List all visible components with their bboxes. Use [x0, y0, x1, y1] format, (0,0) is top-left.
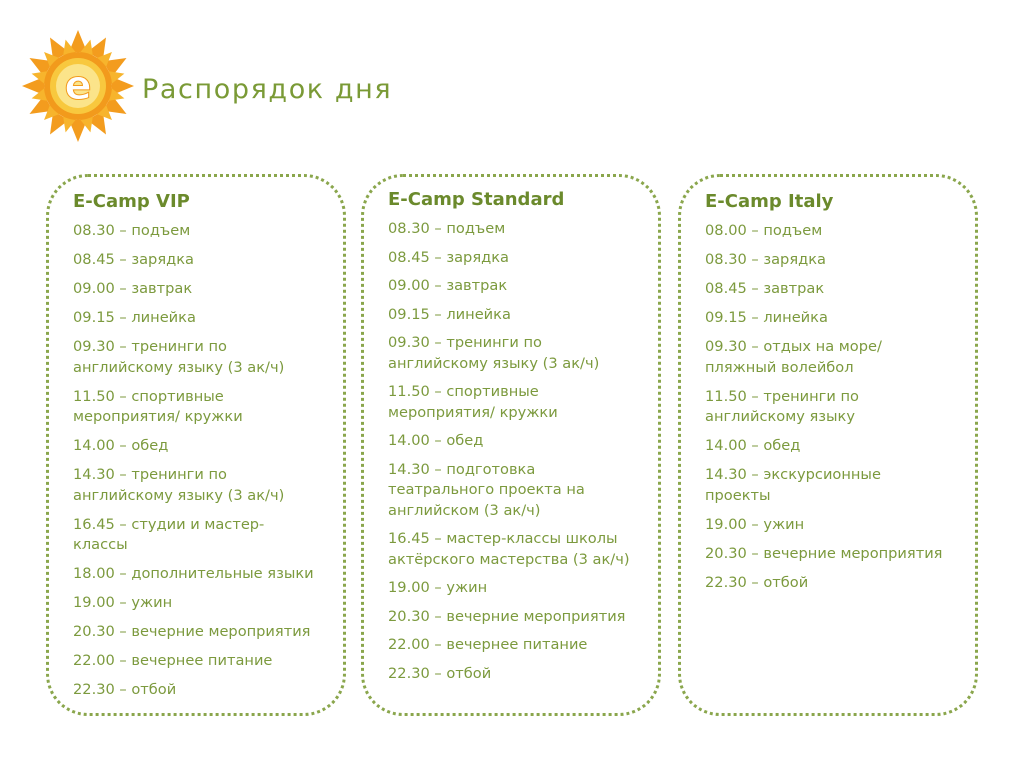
- page-title: Распорядок дня: [142, 74, 393, 105]
- schedule-item: 08.00 – подъем: [705, 222, 823, 239]
- schedule-item: 20.30 – вечерние мероприятия: [705, 544, 943, 562]
- schedule-item: 19.00 – ужин: [705, 515, 805, 533]
- schedule-item: 08.45 – завтрак: [705, 280, 825, 297]
- schedule-item: 11.50 – спортивные мероприятия/ кружки: [388, 383, 558, 421]
- card-title: E-Camp VIP: [73, 191, 190, 212]
- schedule-item: 08.45 – зарядка: [73, 251, 194, 268]
- schedule-item: 16.45 – мастер-классы школы актёрского мастерства (3 ак/ч): [388, 530, 630, 568]
- schedule-item: 09.15 – линейка: [705, 309, 828, 326]
- schedule-card-italy: [678, 174, 978, 716]
- schedule-item: 09.30 – тренинги по английскому языку (3 ак/ч): [388, 334, 600, 372]
- schedule-item: 14.00 – обед: [705, 437, 801, 454]
- schedule-item: 09.15 – линейка: [73, 309, 196, 326]
- schedule-card-vip: [46, 174, 346, 716]
- schedule-item: 14.00 – обед: [388, 432, 484, 449]
- schedule-item: 14.00 – обед: [73, 437, 169, 454]
- schedule-item: 20.30 – вечерние мероприятия: [388, 607, 626, 625]
- schedule-item: 18.00 – дополнительные языки: [73, 565, 314, 582]
- schedule-item: 08.30 – подъем: [73, 222, 191, 239]
- schedule-item: 11.50 – спортивные мероприятия/ кружки: [73, 387, 243, 425]
- schedule-item: 09.30 – тренинги по английскому языку (3 ак/ч): [73, 338, 285, 376]
- schedule-list: [388, 219, 636, 684]
- schedule-list: [705, 221, 953, 593]
- schedule-item: 08.30 – подъем: [388, 220, 506, 237]
- schedule-item: 14.30 – подготовка театрального проекта на английском (3 ак/ч): [388, 460, 585, 519]
- schedule-card-standard: [361, 174, 661, 716]
- schedule-item: 22.30 – отбой: [388, 664, 492, 682]
- schedule-item: 19.00 – ужин: [388, 579, 488, 596]
- schedule-item: 19.00 – ужин: [73, 594, 173, 611]
- schedule-list: [73, 221, 321, 701]
- schedule-item: 08.45 – зарядка: [388, 248, 509, 266]
- schedule-item: 22.30 – отбой: [705, 573, 809, 591]
- logo-letter: e: [64, 63, 92, 109]
- schedule-item: 09.15 – линейка: [388, 305, 511, 323]
- schedule-item: 09.00 – завтрак: [388, 277, 508, 294]
- schedule-item: 22.30 – отбой: [73, 681, 177, 698]
- schedule-item: 08.30 – зарядка: [705, 251, 826, 268]
- schedule-item: 14.30 – экскурсионные проекты: [705, 466, 881, 504]
- card-title: E-Camp Italy: [705, 191, 834, 212]
- sun-logo: [22, 28, 134, 144]
- schedule-item: 09.30 – отдых на море/ пляжный волейбол: [705, 338, 882, 376]
- sun-logo-icon: [22, 28, 134, 144]
- schedule-item: 16.45 – студии и мастер- классы: [73, 515, 265, 553]
- schedule-item: 11.50 – тренинги по английскому языку: [705, 387, 859, 425]
- schedule-item: 20.30 – вечерние мероприятия: [73, 623, 311, 640]
- schedule-item: 22.00 – вечернее питание: [388, 636, 588, 653]
- schedule-item: 09.00 – завтрак: [73, 280, 193, 297]
- schedule-item: 14.30 – тренинги по английскому языку (3 ак/ч): [73, 466, 285, 504]
- schedule-item: 22.00 – вечернее питание: [73, 652, 273, 669]
- card-title: E-Camp Standard: [388, 189, 565, 210]
